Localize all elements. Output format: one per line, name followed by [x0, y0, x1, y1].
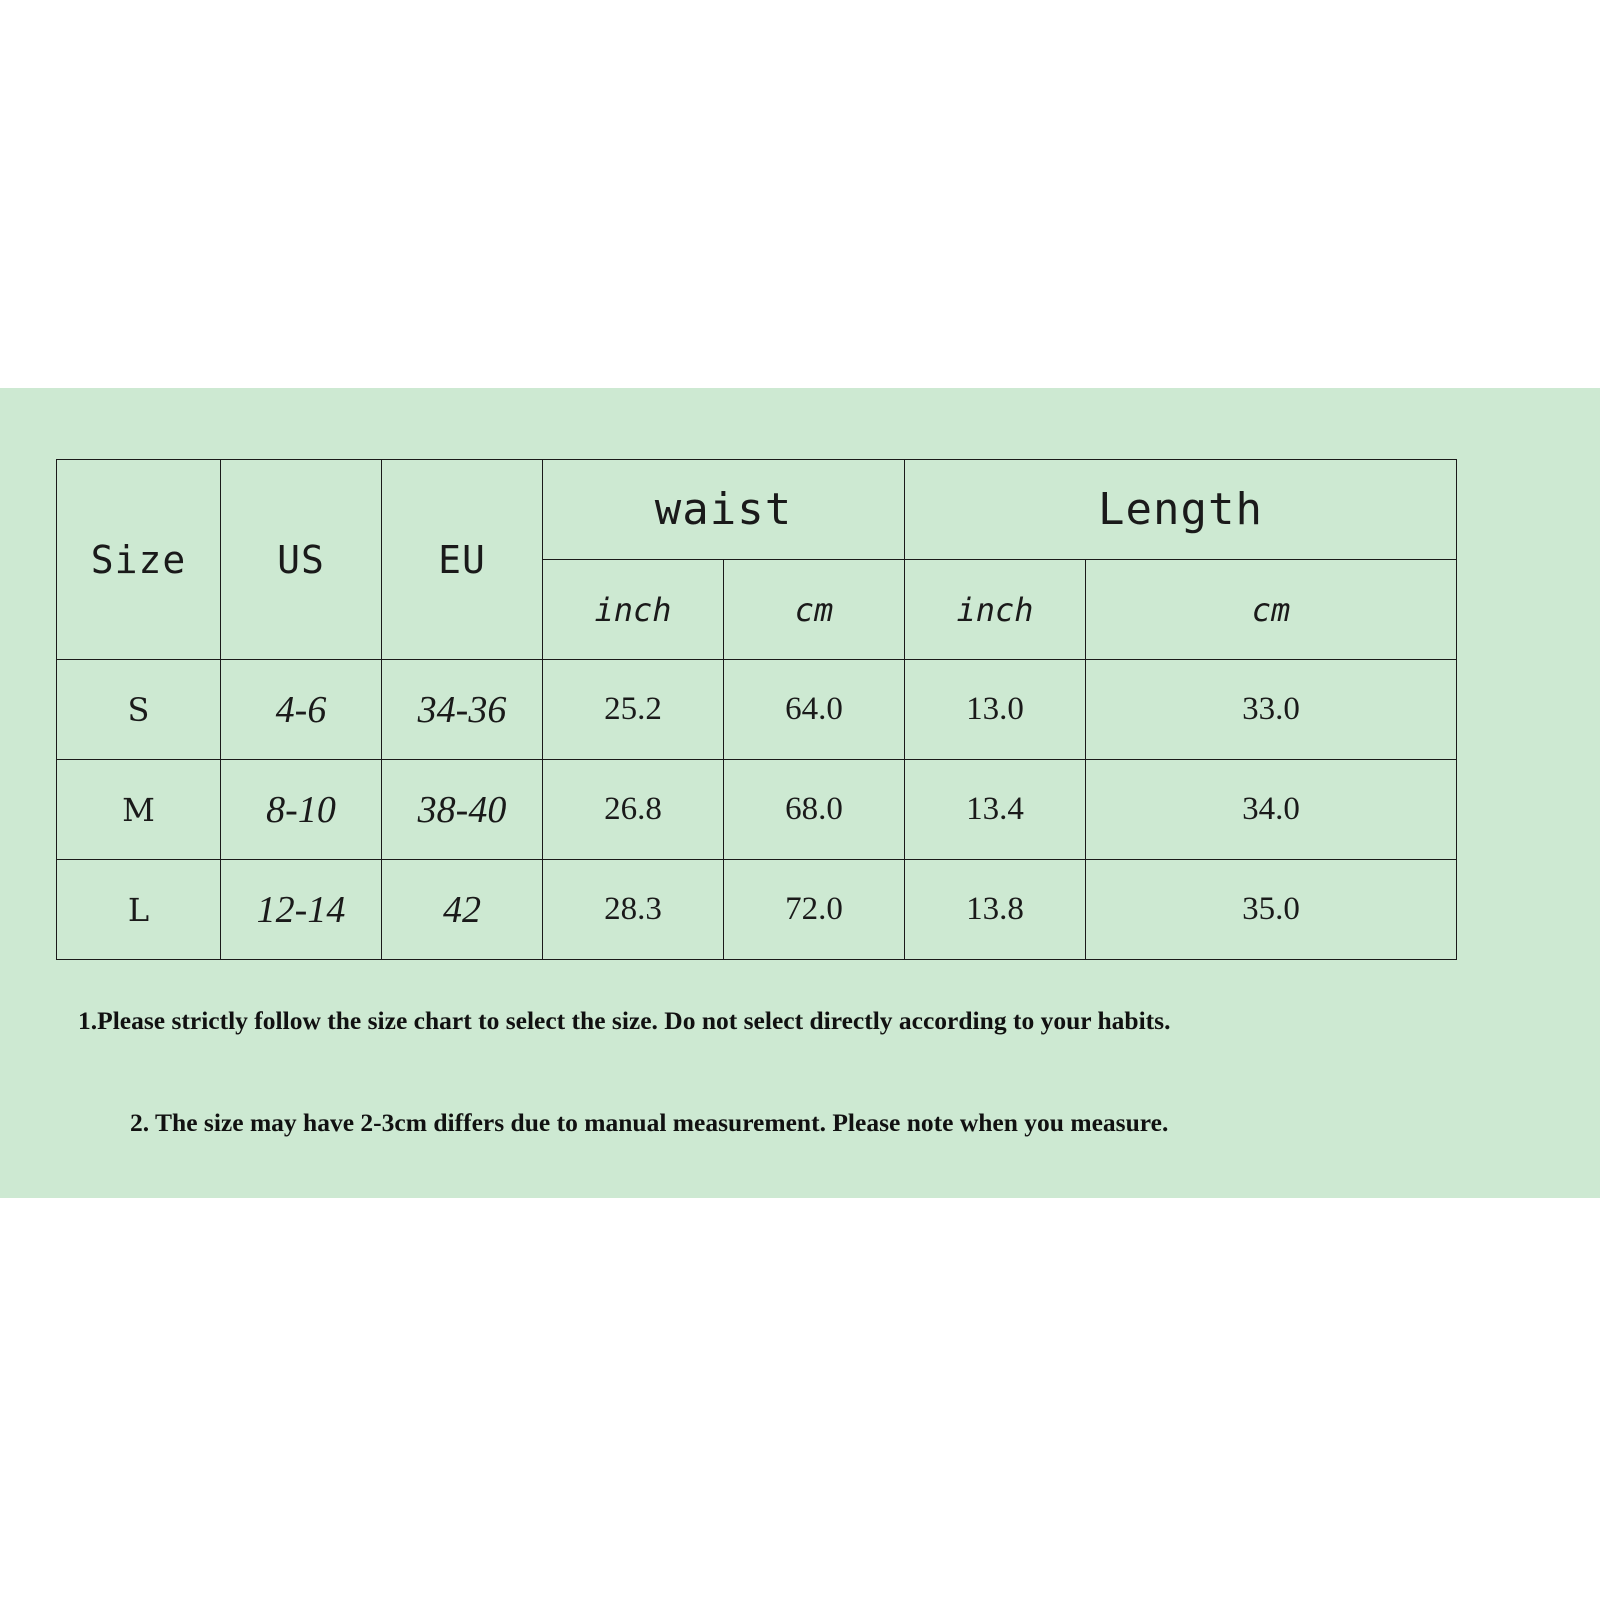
cell-size: M [57, 760, 221, 860]
header-eu: EU [382, 460, 543, 660]
cell-length-cm: 35.0 [1086, 860, 1457, 960]
cell-length-cm: 34.0 [1086, 760, 1457, 860]
size-chart-panel [0, 388, 1600, 1198]
cell-waist-inch: 25.2 [543, 660, 724, 760]
cell-size: L [57, 860, 221, 960]
cell-us: 4-6 [221, 660, 382, 760]
size-table [56, 459, 1457, 960]
cell-waist-inch: 28.3 [543, 860, 724, 960]
cell-waist-cm: 72.0 [724, 860, 905, 960]
header-us: US [221, 460, 382, 660]
cell-eu: 34-36 [382, 660, 543, 760]
note-1: 1.Please strictly follow the size chart to select the size. Do not select directly according to your habits. [78, 1006, 1171, 1035]
cell-waist-cm: 64.0 [724, 660, 905, 760]
cell-eu: 42 [382, 860, 543, 960]
header-waist-cm: cm [724, 560, 905, 660]
cell-length-cm: 33.0 [1086, 660, 1457, 760]
cell-waist-inch: 26.8 [543, 760, 724, 860]
header-waist: waist [543, 460, 905, 560]
header-waist-inch: inch [543, 560, 724, 660]
cell-waist-cm: 68.0 [724, 760, 905, 860]
note-2: 2. The size may have 2-3cm differs due to manual measurement. Please note when you measure. [130, 1108, 1169, 1137]
cell-size: S [57, 660, 221, 760]
table-row [57, 660, 1457, 760]
header-length-inch: inch [905, 560, 1086, 660]
cell-length-inch: 13.0 [905, 660, 1086, 760]
table-row [57, 760, 1457, 860]
cell-eu: 38-40 [382, 760, 543, 860]
cell-us: 12-14 [221, 860, 382, 960]
table-row [57, 860, 1457, 960]
header-size: Size [57, 460, 221, 660]
cell-length-inch: 13.4 [905, 760, 1086, 860]
header-length-cm: cm [1086, 560, 1457, 660]
cell-us: 8-10 [221, 760, 382, 860]
cell-length-inch: 13.8 [905, 860, 1086, 960]
header-length: Length [905, 460, 1457, 560]
table-header-row [57, 460, 1457, 560]
